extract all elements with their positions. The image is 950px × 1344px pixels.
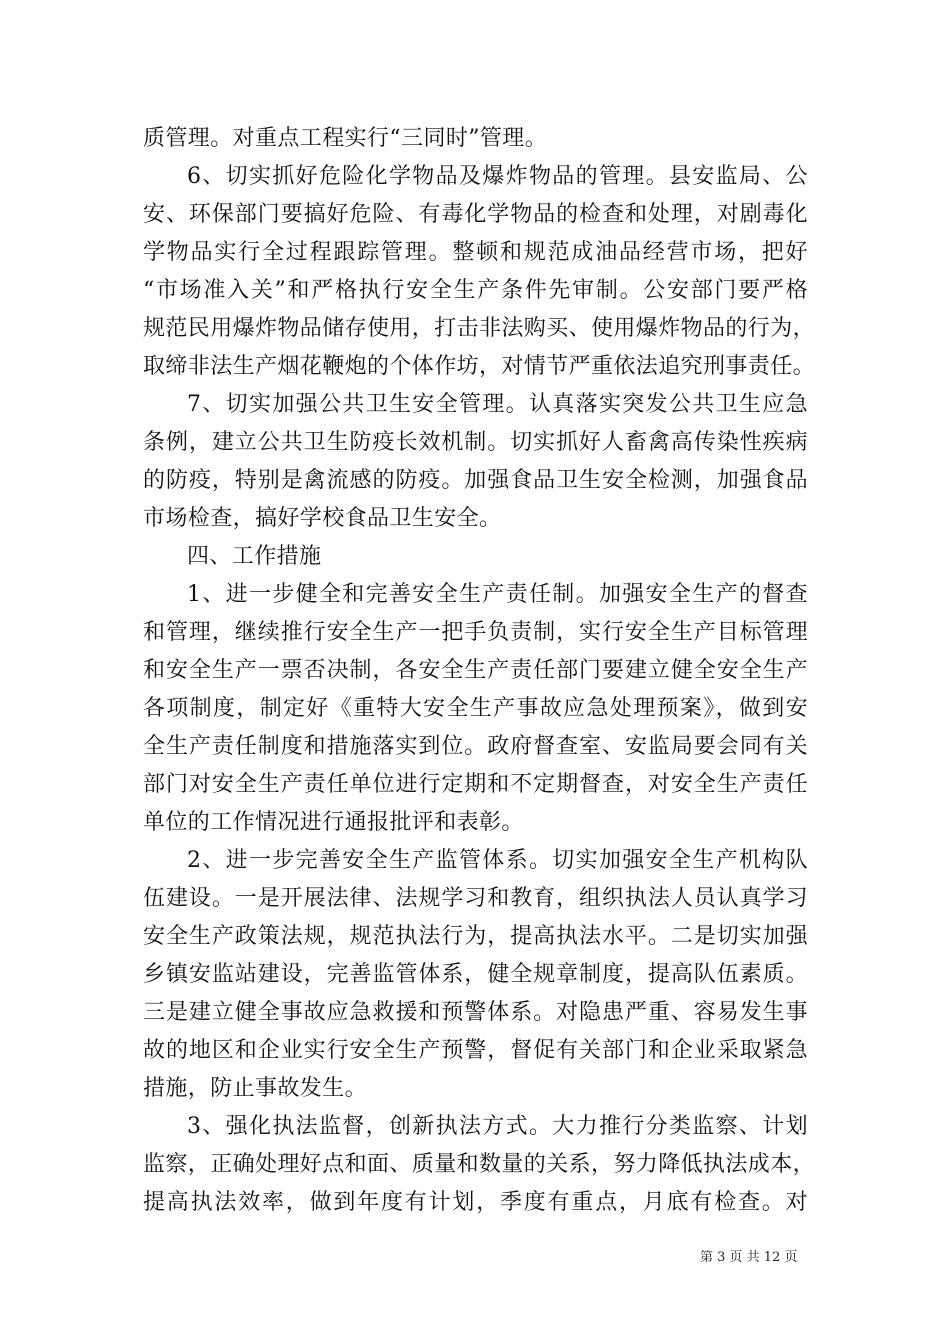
section-heading: 四、工作措施 xyxy=(187,544,322,569)
text-line: 3、强化执法监督，创新执法方式。大力推行分类监察、计划 xyxy=(187,1114,808,1139)
text-line: 部门对安全生产责任单位进行定期和不定期督查，对安全生产责任 xyxy=(143,772,808,797)
page-number: 第 3 页 共 12 页 xyxy=(700,1250,798,1265)
text-line: 6、切实抓好危险化学物品及爆炸物品的管理。县安监局、公 xyxy=(187,164,808,189)
text-line: 1、进一步健全和完善安全生产责任制。加强安全生产的督查 xyxy=(187,582,808,607)
text-line: 2、进一步完善安全生产监管体系。切实加强安全生产机构队 xyxy=(187,848,808,873)
text-line: 安、环保部门要搞好危险、有毒化学物品的检查和处理，对剧毒化 xyxy=(143,202,808,227)
text-line: 安全生产政策法规，规范执法行为，提高执法水平。二是切实加强 xyxy=(143,924,808,949)
text-line: 伍建设。一是开展法律、法规学习和教育，组织执法人员认真学习 xyxy=(143,886,808,911)
text-line: 的防疫，特别是禽流感的防疫。加强食品卫生安全检测，加强食品 xyxy=(143,468,808,493)
text-line: 措施，防止事故发生。 xyxy=(143,1076,368,1101)
text-line: 市场检查，搞好学校食品卫生安全。 xyxy=(143,506,502,531)
text-line: 乡镇安监站建设，完善监管体系，健全规章制度，提高队伍素质。 xyxy=(143,962,808,987)
text-line: 监察，正确处理好点和面、质量和数量的关系，努力降低执法成本， xyxy=(143,1152,816,1177)
text-line: 和安全生产一票否决制，各安全生产责任部门要建立健全安全生产 xyxy=(143,658,808,683)
text-line: 三是建立健全事故应急救援和预警体系。对隐患严重、容易发生事 xyxy=(143,1000,808,1025)
text-line: 学物品实行全过程跟踪管理。整顿和规范成油品经营市场，把好 xyxy=(143,240,808,265)
text-line: “市场准入关”和严格执行安全生产条件先审制。公安部门要严格 xyxy=(143,278,808,303)
text-line: 单位的工作情况进行通报批评和表彰。 xyxy=(143,810,524,835)
text-line: 故的地区和企业实行安全生产预警，督促有关部门和企业采取紧急 xyxy=(143,1038,808,1063)
text-line: 规范民用爆炸物品储存使用，打击非法购买、使用爆炸物品的行为， xyxy=(143,316,816,341)
text-line: 取缔非法生产烟花鞭炮的个体作坊，对情节严重依法追究刑事责任。 xyxy=(143,354,816,379)
text-line: 和管理，继续推行安全生产一把手负责制，实行安全生产目标管理 xyxy=(143,620,808,645)
text-line: 条例，建立公共卫生防疫长效机制。切实抓好人畜禽高传染性疾病 xyxy=(143,430,808,455)
text-line: 各项制度，制定好《重特大安全生产事故应急处理预案》，做到安 xyxy=(143,696,808,721)
text-line: 7、切实加强公共卫生安全管理。认真落实突发公共卫生应急 xyxy=(187,392,808,417)
text-line: 全生产责任制度和措施落实到位。政府督查室、安监局要会同有关 xyxy=(143,734,808,759)
text-line: 质管理。对重点工程实行“三同时”管理。 xyxy=(143,126,548,151)
text-line: 提高执法效率，做到年度有计划，季度有重点，月底有检查。对 xyxy=(143,1190,808,1215)
